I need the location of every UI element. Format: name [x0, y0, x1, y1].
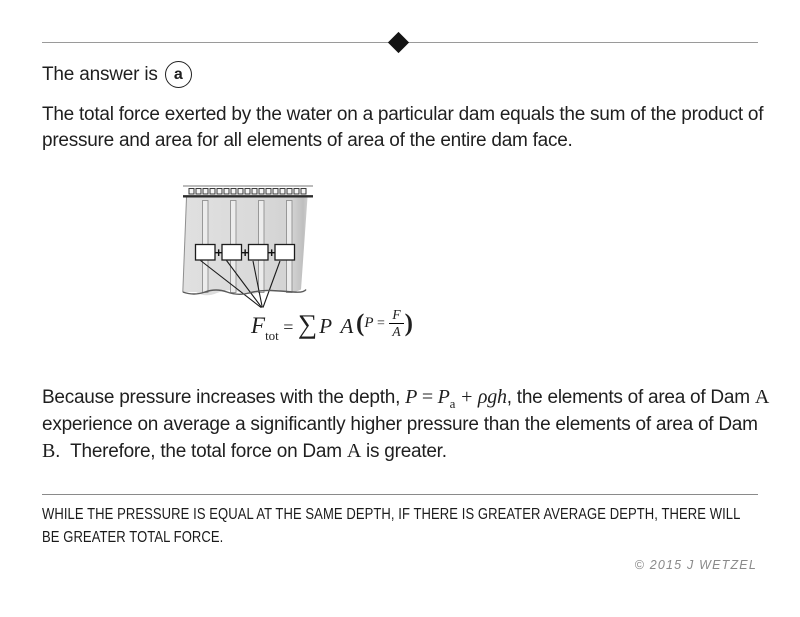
formula-ftot [251, 309, 355, 344]
area-element-square [196, 245, 216, 261]
formula-pressure-definition [356, 308, 413, 339]
answer-prefix: The answer is [42, 63, 158, 85]
dam-diagram [178, 182, 323, 314]
crest-square [217, 189, 222, 195]
sigma-symbol: ∑ [297, 309, 318, 339]
math-Pa-subscript: a [449, 396, 456, 411]
math-P: P [405, 386, 418, 408]
para2-text: , the elements of area of Dam [506, 387, 755, 408]
formula-P: P [364, 315, 374, 332]
answer-circle [165, 61, 192, 88]
crest-square [203, 189, 208, 195]
formula-equals: = [278, 317, 298, 337]
crest-square [273, 189, 278, 195]
crest-square [287, 189, 292, 195]
area-element-square [222, 245, 242, 261]
crest-square [301, 189, 306, 195]
paren-open: ( [356, 309, 365, 337]
answer-line [42, 61, 192, 88]
fraction-denominator: A [392, 324, 401, 340]
crest-square [266, 189, 271, 195]
formula-equals: = [373, 315, 389, 331]
paren-close: ) [404, 309, 413, 337]
para2-text: . Therefore, the total force on Dam [55, 441, 347, 462]
area-element-square [275, 245, 295, 261]
formula-PA: P A [319, 314, 356, 338]
answer-letter: a [173, 65, 183, 83]
dam-B-label: B [42, 440, 56, 462]
fraction-numerator: F [389, 308, 403, 324]
math-Pa: $P_a$ [437, 386, 456, 411]
bottom-rule [42, 494, 758, 495]
plus-sign: + [214, 245, 223, 260]
math-equals: = [417, 386, 438, 408]
crest-square [259, 189, 264, 195]
footnote-line-1: WHILE THE PRESSURE IS EQUAL AT THE SAME DEPTH, IF THERE IS GREATER AVERAGE DEPTH, THERE WILL [42, 506, 741, 523]
crest-square [196, 189, 201, 195]
fraction-F-over-A [389, 308, 403, 339]
footnote-line-2: BE GREATER TOTAL FORCE. [42, 529, 224, 546]
formula-F: $F_{tot}$ [251, 313, 279, 343]
crest-square [280, 189, 285, 195]
plus-sign: + [241, 245, 249, 260]
crest-square [294, 189, 299, 195]
crest-square [238, 189, 243, 195]
crest-square [252, 189, 257, 195]
copyright-notice: © 2015 J WETZEL [634, 558, 757, 572]
area-element-square [249, 245, 269, 261]
para2-text: experience on average a significantly higher pressure than the elements of area of Dam [42, 413, 758, 435]
formula-F-subscript: tot [265, 328, 279, 343]
crest-square [245, 189, 250, 195]
crest-square [210, 189, 215, 195]
crest-square [224, 189, 229, 195]
explanation-paragraph-2 [42, 384, 770, 466]
dam-A-label: A [754, 386, 770, 408]
para2-text: is greater. [361, 441, 447, 462]
para2-text: Because pressure increases with the depth, [42, 387, 406, 408]
math-rho-g-h: + ρgh [455, 386, 507, 408]
footnote [42, 503, 800, 549]
dam-A-label: A [346, 440, 362, 462]
crest-square [189, 189, 194, 195]
plus-sign: + [267, 245, 276, 260]
explanation-paragraph-1: The total force exerted by the water on a particular dam equals the sum of the product of pressure and area for all elements of area of the entire dam face. [42, 104, 764, 151]
crest-square [231, 189, 236, 195]
diamond-icon [388, 32, 409, 53]
